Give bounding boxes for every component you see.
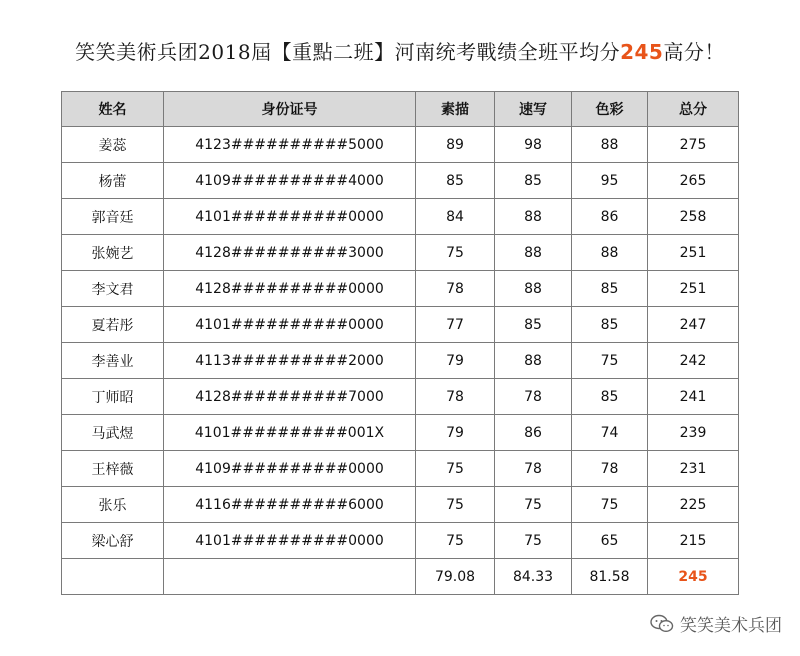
speed-sketch-score: 88 <box>495 235 572 271</box>
total-score: 251 <box>648 271 739 307</box>
total-score: 242 <box>648 343 739 379</box>
title-prefix: 笑笑美術兵团2018屆【重點二班】河南统考戰绩全班平均分 <box>75 40 621 64</box>
table-body <box>62 127 739 559</box>
student-name: 梁心舒 <box>62 523 164 559</box>
color-score: 74 <box>572 415 648 451</box>
page-title <box>0 36 800 65</box>
student-id-number: 4128##########7000 <box>164 379 416 415</box>
header-sketch: 素描 <box>416 92 495 127</box>
table-header-row <box>62 92 739 127</box>
color-score: 88 <box>572 235 648 271</box>
average-speed-sketch: 84.33 <box>495 559 572 595</box>
color-score: 85 <box>572 307 648 343</box>
sketch-score: 77 <box>416 307 495 343</box>
speed-sketch-score: 88 <box>495 343 572 379</box>
speed-sketch-score: 88 <box>495 271 572 307</box>
color-score: 75 <box>572 343 648 379</box>
table-row <box>62 163 739 199</box>
student-id-number: 4101##########0000 <box>164 523 416 559</box>
sketch-score: 75 <box>416 451 495 487</box>
speed-sketch-score: 98 <box>495 127 572 163</box>
average-row <box>62 559 739 595</box>
total-score: 251 <box>648 235 739 271</box>
speed-sketch-score: 85 <box>495 163 572 199</box>
speed-sketch-score: 88 <box>495 199 572 235</box>
student-name: 夏若彤 <box>62 307 164 343</box>
color-score: 78 <box>572 451 648 487</box>
color-score: 95 <box>572 163 648 199</box>
student-id-number: 4128##########0000 <box>164 271 416 307</box>
student-id-number: 4109##########4000 <box>164 163 416 199</box>
student-id-number: 4116##########6000 <box>164 487 416 523</box>
student-name: 马武煜 <box>62 415 164 451</box>
average-id-cell <box>164 559 416 595</box>
speed-sketch-score: 78 <box>495 379 572 415</box>
student-name: 郭音廷 <box>62 199 164 235</box>
color-score: 85 <box>572 379 648 415</box>
student-id-number: 4101##########001X <box>164 415 416 451</box>
header-speed-sketch: 速写 <box>495 92 572 127</box>
student-name: 杨蕾 <box>62 163 164 199</box>
title-average-highlight: 245 <box>620 40 664 64</box>
table-row <box>62 127 739 163</box>
total-score: 247 <box>648 307 739 343</box>
sketch-score: 75 <box>416 523 495 559</box>
table-row <box>62 235 739 271</box>
sketch-score: 79 <box>416 415 495 451</box>
speed-sketch-score: 85 <box>495 307 572 343</box>
total-score: 215 <box>648 523 739 559</box>
total-score: 225 <box>648 487 739 523</box>
table-row <box>62 379 739 415</box>
header-total: 总分 <box>648 92 739 127</box>
color-score: 88 <box>572 127 648 163</box>
sketch-score: 79 <box>416 343 495 379</box>
student-id-number: 4128##########3000 <box>164 235 416 271</box>
sketch-score: 75 <box>416 487 495 523</box>
average-sketch: 79.08 <box>416 559 495 595</box>
title-suffix: 高分！ <box>663 40 725 64</box>
speed-sketch-score: 75 <box>495 523 572 559</box>
student-name: 丁师昭 <box>62 379 164 415</box>
speed-sketch-score: 86 <box>495 415 572 451</box>
student-id-number: 4101##########0000 <box>164 307 416 343</box>
sketch-score: 85 <box>416 163 495 199</box>
sketch-score: 84 <box>416 199 495 235</box>
header-color: 色彩 <box>572 92 648 127</box>
header-name: 姓名 <box>62 92 164 127</box>
color-score: 85 <box>572 271 648 307</box>
score-table <box>61 91 739 595</box>
average-color: 81.58 <box>572 559 648 595</box>
color-score: 86 <box>572 199 648 235</box>
header-id-number: 身份证号 <box>164 92 416 127</box>
table-row <box>62 451 739 487</box>
speed-sketch-score: 78 <box>495 451 572 487</box>
student-id-number: 4109##########0000 <box>164 451 416 487</box>
student-name: 张婉艺 <box>62 235 164 271</box>
table-row <box>62 487 739 523</box>
total-score: 239 <box>648 415 739 451</box>
student-id-number: 4113##########2000 <box>164 343 416 379</box>
student-id-number: 4123##########5000 <box>164 127 416 163</box>
sketch-score: 78 <box>416 379 495 415</box>
student-name: 李善业 <box>62 343 164 379</box>
average-total: 245 <box>648 559 739 595</box>
sketch-score: 75 <box>416 235 495 271</box>
table-row <box>62 343 739 379</box>
watermark-text: 笑笑美术兵团 <box>680 616 782 636</box>
color-score: 75 <box>572 487 648 523</box>
color-score: 65 <box>572 523 648 559</box>
total-score: 275 <box>648 127 739 163</box>
student-id-number: 4101##########0000 <box>164 199 416 235</box>
average-name-cell <box>62 559 164 595</box>
watermark <box>650 611 782 636</box>
student-name: 姜蕊 <box>62 127 164 163</box>
table-row <box>62 307 739 343</box>
student-name: 张乐 <box>62 487 164 523</box>
table-row <box>62 415 739 451</box>
table-row <box>62 199 739 235</box>
sketch-score: 78 <box>416 271 495 307</box>
table-row <box>62 271 739 307</box>
sketch-score: 89 <box>416 127 495 163</box>
student-name: 王梓薇 <box>62 451 164 487</box>
wechat-icon <box>650 614 674 634</box>
total-score: 265 <box>648 163 739 199</box>
table-row <box>62 523 739 559</box>
total-score: 258 <box>648 199 739 235</box>
student-name: 李文君 <box>62 271 164 307</box>
total-score: 231 <box>648 451 739 487</box>
total-score: 241 <box>648 379 739 415</box>
speed-sketch-score: 75 <box>495 487 572 523</box>
